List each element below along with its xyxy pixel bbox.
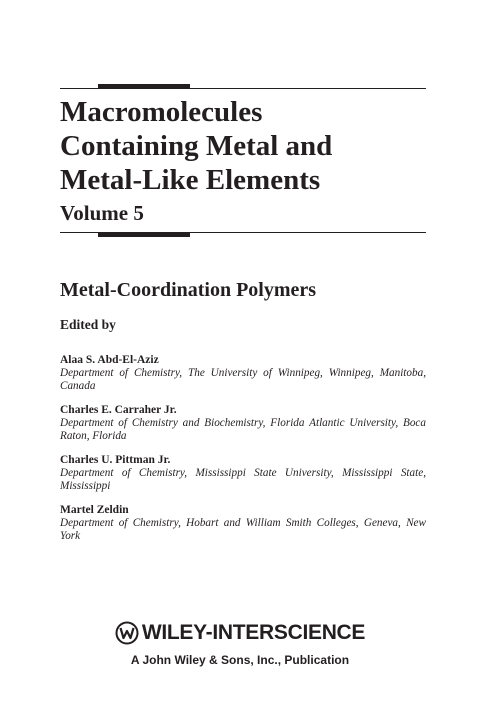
publisher-name: WILEY-INTERSCIENCE <box>141 621 366 644</box>
editor-affiliation: Department of Chemistry, The University of Winnipeg, Winnipeg, Manitoba, Canada <box>60 367 426 392</box>
volume-label: Volume 5 <box>60 201 144 225</box>
title-line: Macromolecules <box>60 96 263 128</box>
editor-entry <box>60 504 426 543</box>
edited-by-label: Edited by <box>60 317 116 332</box>
book-title <box>60 95 440 197</box>
editor-name: Charles E. Carraher Jr. <box>60 404 177 416</box>
publisher-subline: A John Wiley & Sons, Inc., Publication <box>130 653 350 667</box>
publisher-imprint <box>0 620 480 668</box>
wiley-logo-icon <box>115 621 139 645</box>
editor-affiliation: Department of Chemistry, Mississippi State University, Mississippi State, Mississippi <box>60 467 426 492</box>
title-line: Metal-Like Elements <box>60 164 321 196</box>
editor-entry <box>60 354 426 393</box>
book-subtitle: Metal-Coordination Polymers <box>60 279 317 301</box>
top-rule-accent <box>98 84 190 89</box>
editor-affiliation: Department of Chemistry and Biochemistry, Florida Atlantic University, Boca Raton, Florida <box>60 417 426 442</box>
editor-name: Martel Zeldin <box>60 504 129 516</box>
editor-list <box>60 354 426 554</box>
publisher-logo <box>0 620 480 646</box>
editor-entry <box>60 454 426 493</box>
editor-name: Charles U. Pittman Jr. <box>60 454 171 466</box>
editor-entry <box>60 404 426 443</box>
title-line: Containing Metal and <box>60 130 333 162</box>
editor-affiliation: Department of Chemistry, Hobart and William Smith Colleges, Geneva, New York <box>60 517 426 542</box>
bottom-rule-accent <box>98 232 190 237</box>
editor-name: Alaa S. Abd-El-Aziz <box>60 354 159 366</box>
